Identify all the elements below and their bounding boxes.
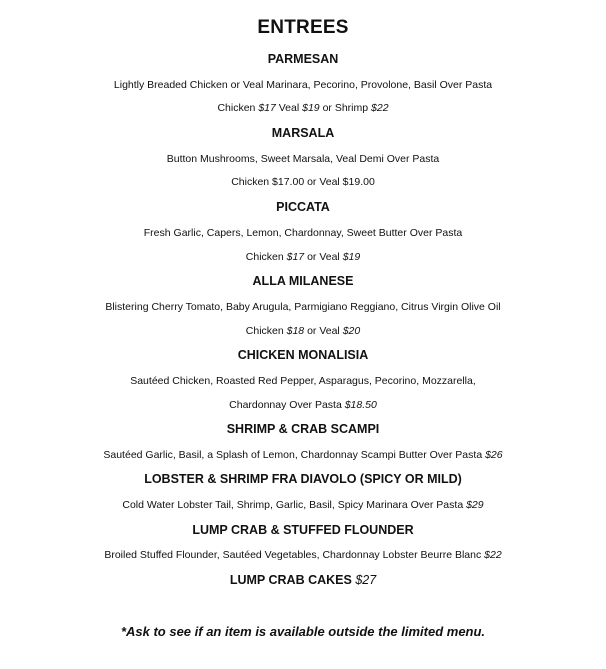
item-name-lobster-shrimp-fra-diavolo: LOBSTER & SHRIMP FRA DIAVOLO (SPICY OR MILD) xyxy=(144,472,462,486)
price-label: or Veal xyxy=(304,251,343,263)
item-name-parmesan: PARMESAN xyxy=(267,52,339,66)
price-value: $22 xyxy=(484,549,502,561)
item-desc: Broiled Stuffed Flounder, Sautéed Vegetables, Chardonnay Lobster Beurre Blanc xyxy=(104,549,485,561)
price-label: Chicken xyxy=(217,102,259,114)
price-label: Veal xyxy=(275,102,303,114)
price-label: or Shrimp xyxy=(319,102,372,114)
price-label: Chicken xyxy=(245,325,287,337)
item-desc: Sautéed Garlic, Basil, a Splash of Lemon, Chardonnay Scampi Butter Over Pasta xyxy=(103,449,486,461)
item-desc-parmesan: Lightly Breaded Chicken or Veal Marinara, Pecorino, Provolone, Basil Over Pasta xyxy=(113,79,493,91)
price-label: or Veal xyxy=(304,325,343,337)
item-price-alla-milanese xyxy=(0,324,606,338)
item-name-marsala: MARSALA xyxy=(271,126,335,140)
price-value: $26 xyxy=(485,449,503,461)
price-value: $17 xyxy=(286,251,305,263)
item-desc-lobster-shrimp-fra-diavolo xyxy=(0,498,606,512)
item-desc: Cold Water Lobster Tail, Shrimp, Garlic, Basil, Spicy Marinara Over Pasta xyxy=(122,499,467,511)
item-name-lump-crab-cakes xyxy=(0,572,606,588)
price-value: $20 xyxy=(342,325,361,337)
item-name-lump-crab-stuffed-flounder: LUMP CRAB & STUFFED FLOUNDER xyxy=(192,523,414,537)
price-label: Chicken xyxy=(245,251,287,263)
price-value: $27 xyxy=(355,573,377,587)
item-desc-alla-milanese: Blistering Cherry Tomato, Baby Arugula, Parmigiano Reggiano, Citrus Virgin Olive Oil xyxy=(105,301,501,313)
item-name-piccata: PICCATA xyxy=(276,200,330,214)
price-value: $22 xyxy=(371,102,389,114)
price-value: $18 xyxy=(286,325,305,337)
item-desc-continued: Chardonnay Over Pasta xyxy=(229,399,345,411)
price-value: $29 xyxy=(466,499,484,511)
item-desc2-chicken-monalisia xyxy=(0,398,606,412)
price-value: $18.50 xyxy=(344,399,377,411)
item-desc-piccata: Fresh Garlic, Capers, Lemon, Chardonnay, Sweet Butter Over Pasta xyxy=(143,227,463,239)
item-price-marsala: Chicken $17.00 or Veal $19.00 xyxy=(231,176,375,188)
item-desc-shrimp-crab-scampi xyxy=(0,448,606,462)
item-name-shrimp-crab-scampi: SHRIMP & CRAB SCAMPI xyxy=(226,422,380,436)
item-desc-chicken-monalisia: Sautéed Chicken, Roasted Red Pepper, Asparagus, Pecorino, Mozzarella, xyxy=(130,375,476,387)
item-desc-lump-crab-stuffed-flounder xyxy=(0,548,606,562)
item-price-piccata xyxy=(0,250,606,264)
item-price-parmesan xyxy=(0,101,606,115)
item-name-chicken-monalisia: CHICKEN MONALISIA xyxy=(237,348,369,362)
page-title: ENTREES xyxy=(257,17,349,38)
footnote: *Ask to see if an item is available outside the limited menu. xyxy=(120,624,486,639)
price-value: $19 xyxy=(342,251,361,263)
price-value: $19 xyxy=(302,102,320,114)
item-name-text: LUMP CRAB CAKES xyxy=(229,573,356,587)
item-name-alla-milanese: ALLA MILANESE xyxy=(252,274,354,288)
item-desc-marsala: Button Mushrooms, Sweet Marsala, Veal Demi Over Pasta xyxy=(166,153,440,165)
price-value: $17 xyxy=(258,102,276,114)
